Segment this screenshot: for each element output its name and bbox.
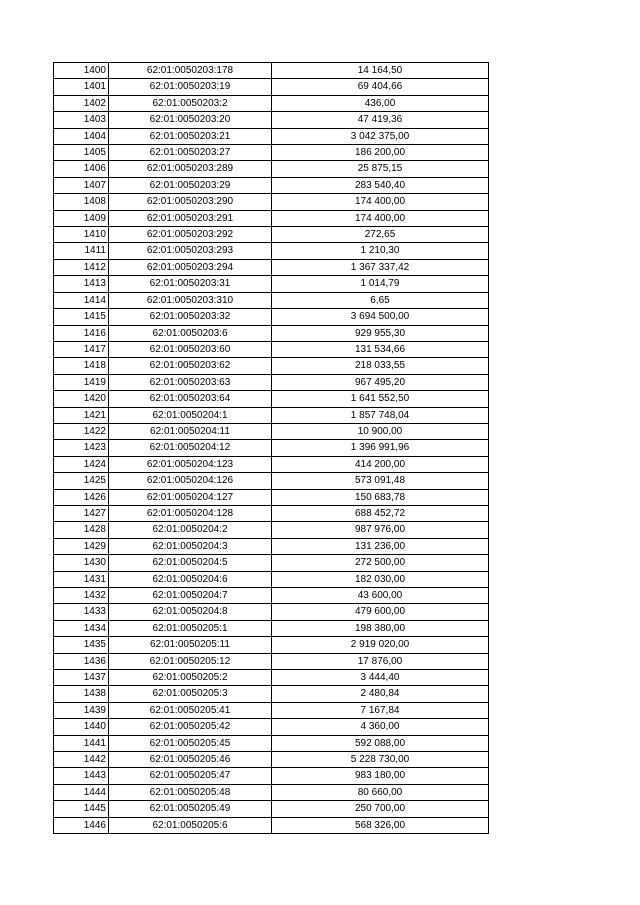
- row-number-cell: 1419: [54, 374, 109, 390]
- cadastral-number-cell: 62:01:0050203:63: [109, 374, 272, 390]
- value-cell: 568 326,00: [272, 817, 489, 833]
- table-row: [54, 194, 489, 210]
- cadastral-value-table: [53, 62, 489, 834]
- cadastral-number-cell: 62:01:0050203:6: [109, 325, 272, 341]
- table-row: [54, 555, 489, 571]
- table-row: [54, 112, 489, 128]
- row-number-cell: 1415: [54, 309, 109, 325]
- cadastral-number-cell: 62:01:0050205:47: [109, 768, 272, 784]
- cadastral-number-cell: 62:01:0050204:126: [109, 473, 272, 489]
- row-number-cell: 1418: [54, 358, 109, 374]
- cadastral-number-cell: 62:01:0050203:290: [109, 194, 272, 210]
- row-number-cell: 1400: [54, 63, 109, 79]
- table-row: [54, 752, 489, 768]
- row-number-cell: 1417: [54, 341, 109, 357]
- cadastral-number-cell: 62:01:0050203:2: [109, 95, 272, 111]
- table-row: [54, 489, 489, 505]
- row-number-cell: 1434: [54, 620, 109, 636]
- table-row: [54, 79, 489, 95]
- value-cell: 479 600,00: [272, 604, 489, 620]
- table-row: [54, 374, 489, 390]
- row-number-cell: 1426: [54, 489, 109, 505]
- value-cell: 929 955,30: [272, 325, 489, 341]
- row-number-cell: 1429: [54, 538, 109, 554]
- row-number-cell: 1442: [54, 752, 109, 768]
- cadastral-number-cell: 62:01:0050205:42: [109, 719, 272, 735]
- table-row: [54, 456, 489, 472]
- row-number-cell: 1423: [54, 440, 109, 456]
- value-cell: 7 167,84: [272, 702, 489, 718]
- row-number-cell: 1421: [54, 407, 109, 423]
- cadastral-number-cell: 62:01:0050204:6: [109, 571, 272, 587]
- cadastral-number-cell: 62:01:0050205:48: [109, 784, 272, 800]
- row-number-cell: 1437: [54, 670, 109, 686]
- row-number-cell: 1432: [54, 588, 109, 604]
- cadastral-number-cell: 62:01:0050204:127: [109, 489, 272, 505]
- value-cell: 174 400,00: [272, 194, 489, 210]
- table-row: [54, 161, 489, 177]
- table-row: [54, 358, 489, 374]
- row-number-cell: 1430: [54, 555, 109, 571]
- value-cell: 414 200,00: [272, 456, 489, 472]
- row-number-cell: 1443: [54, 768, 109, 784]
- value-cell: 4 360,00: [272, 719, 489, 735]
- value-cell: 272 500,00: [272, 555, 489, 571]
- cadastral-number-cell: 62:01:0050203:21: [109, 128, 272, 144]
- value-cell: 688 452,72: [272, 505, 489, 521]
- table-row: [54, 391, 489, 407]
- value-cell: 182 030,00: [272, 571, 489, 587]
- row-number-cell: 1420: [54, 391, 109, 407]
- row-number-cell: 1445: [54, 801, 109, 817]
- table-row: [54, 784, 489, 800]
- cadastral-number-cell: 62:01:0050204:1: [109, 407, 272, 423]
- table-row: [54, 817, 489, 833]
- cadastral-number-cell: 62:01:0050203:19: [109, 79, 272, 95]
- value-cell: 174 400,00: [272, 210, 489, 226]
- value-cell: 17 876,00: [272, 653, 489, 669]
- table-row: [54, 177, 489, 193]
- value-cell: 10 900,00: [272, 423, 489, 439]
- value-cell: 198 380,00: [272, 620, 489, 636]
- row-number-cell: 1446: [54, 817, 109, 833]
- table-row: [54, 653, 489, 669]
- cadastral-number-cell: 62:01:0050203:60: [109, 341, 272, 357]
- table-row: [54, 505, 489, 521]
- table-row: [54, 276, 489, 292]
- table-row: [54, 227, 489, 243]
- cadastral-number-cell: 62:01:0050203:289: [109, 161, 272, 177]
- table-row: [54, 522, 489, 538]
- cadastral-number-cell: 62:01:0050204:128: [109, 505, 272, 521]
- value-cell: 47 419,36: [272, 112, 489, 128]
- row-number-cell: 1411: [54, 243, 109, 259]
- value-cell: 283 540,40: [272, 177, 489, 193]
- cadastral-number-cell: 62:01:0050203:292: [109, 227, 272, 243]
- row-number-cell: 1422: [54, 423, 109, 439]
- row-number-cell: 1425: [54, 473, 109, 489]
- value-cell: 1 396 991,96: [272, 440, 489, 456]
- row-number-cell: 1436: [54, 653, 109, 669]
- table-row: [54, 128, 489, 144]
- table-row: [54, 604, 489, 620]
- value-cell: 436,00: [272, 95, 489, 111]
- cadastral-number-cell: 62:01:0050203:293: [109, 243, 272, 259]
- cadastral-number-cell: 62:01:0050204:12: [109, 440, 272, 456]
- cadastral-number-cell: 62:01:0050203:32: [109, 309, 272, 325]
- value-cell: 80 660,00: [272, 784, 489, 800]
- value-cell: 1 641 552,50: [272, 391, 489, 407]
- value-cell: 250 700,00: [272, 801, 489, 817]
- table-row: [54, 95, 489, 111]
- cadastral-number-cell: 62:01:0050205:49: [109, 801, 272, 817]
- value-cell: 131 236,00: [272, 538, 489, 554]
- row-number-cell: 1401: [54, 79, 109, 95]
- cadastral-number-cell: 62:01:0050204:5: [109, 555, 272, 571]
- table-row: [54, 309, 489, 325]
- row-number-cell: 1408: [54, 194, 109, 210]
- cadastral-number-cell: 62:01:0050204:7: [109, 588, 272, 604]
- value-cell: 150 683,78: [272, 489, 489, 505]
- table-row: [54, 538, 489, 554]
- row-number-cell: 1413: [54, 276, 109, 292]
- value-cell: 3 444,40: [272, 670, 489, 686]
- cadastral-number-cell: 62:01:0050205:41: [109, 702, 272, 718]
- table-row: [54, 292, 489, 308]
- value-cell: 983 180,00: [272, 768, 489, 784]
- cadastral-number-cell: 62:01:0050203:294: [109, 259, 272, 275]
- row-number-cell: 1416: [54, 325, 109, 341]
- cadastral-number-cell: 62:01:0050205:2: [109, 670, 272, 686]
- value-cell: 1 857 748,04: [272, 407, 489, 423]
- cadastral-number-cell: 62:01:0050203:29: [109, 177, 272, 193]
- value-cell: 573 091,48: [272, 473, 489, 489]
- row-number-cell: 1438: [54, 686, 109, 702]
- value-cell: 186 200,00: [272, 145, 489, 161]
- cadastral-number-cell: 62:01:0050205:6: [109, 817, 272, 833]
- value-cell: 218 033,55: [272, 358, 489, 374]
- table-row: [54, 243, 489, 259]
- row-number-cell: 1424: [54, 456, 109, 472]
- cadastral-number-cell: 62:01:0050205:11: [109, 637, 272, 653]
- cadastral-number-cell: 62:01:0050203:20: [109, 112, 272, 128]
- table-row: [54, 670, 489, 686]
- value-cell: 1 014,79: [272, 276, 489, 292]
- value-cell: 5 228 730,00: [272, 752, 489, 768]
- table-row: [54, 145, 489, 161]
- cadastral-number-cell: 62:01:0050205:12: [109, 653, 272, 669]
- row-number-cell: 1440: [54, 719, 109, 735]
- row-number-cell: 1435: [54, 637, 109, 653]
- cadastral-number-cell: 62:01:0050203:291: [109, 210, 272, 226]
- cadastral-number-cell: 62:01:0050204:8: [109, 604, 272, 620]
- value-cell: 14 164,50: [272, 63, 489, 79]
- row-number-cell: 1431: [54, 571, 109, 587]
- row-number-cell: 1433: [54, 604, 109, 620]
- value-cell: 1 367 337,42: [272, 259, 489, 275]
- row-number-cell: 1410: [54, 227, 109, 243]
- value-cell: 967 495,20: [272, 374, 489, 390]
- cadastral-number-cell: 62:01:0050203:31: [109, 276, 272, 292]
- row-number-cell: 1428: [54, 522, 109, 538]
- cadastral-number-cell: 62:01:0050203:27: [109, 145, 272, 161]
- row-number-cell: 1444: [54, 784, 109, 800]
- table-row: [54, 473, 489, 489]
- value-cell: 2 919 020,00: [272, 637, 489, 653]
- table-row: [54, 702, 489, 718]
- value-cell: 1 210,30: [272, 243, 489, 259]
- cadastral-number-cell: 62:01:0050203:178: [109, 63, 272, 79]
- row-number-cell: 1405: [54, 145, 109, 161]
- value-cell: 25 875,15: [272, 161, 489, 177]
- table-row: [54, 719, 489, 735]
- cadastral-number-cell: 62:01:0050203:62: [109, 358, 272, 374]
- table-row: [54, 63, 489, 79]
- value-cell: 987 976,00: [272, 522, 489, 538]
- row-number-cell: 1402: [54, 95, 109, 111]
- value-cell: 43 600,00: [272, 588, 489, 604]
- value-cell: 272,65: [272, 227, 489, 243]
- table-row: [54, 325, 489, 341]
- row-number-cell: 1407: [54, 177, 109, 193]
- row-number-cell: 1439: [54, 702, 109, 718]
- cadastral-number-cell: 62:01:0050204:3: [109, 538, 272, 554]
- cadastral-number-cell: 62:01:0050205:1: [109, 620, 272, 636]
- value-cell: 592 088,00: [272, 735, 489, 751]
- row-number-cell: 1403: [54, 112, 109, 128]
- row-number-cell: 1404: [54, 128, 109, 144]
- table-row: [54, 440, 489, 456]
- row-number-cell: 1412: [54, 259, 109, 275]
- cadastral-number-cell: 62:01:0050204:11: [109, 423, 272, 439]
- table-row: [54, 768, 489, 784]
- row-number-cell: 1406: [54, 161, 109, 177]
- value-cell: 3 694 500,00: [272, 309, 489, 325]
- row-number-cell: 1441: [54, 735, 109, 751]
- table-row: [54, 210, 489, 226]
- table-row: [54, 341, 489, 357]
- cadastral-number-cell: 62:01:0050203:64: [109, 391, 272, 407]
- value-cell: 131 534,66: [272, 341, 489, 357]
- cadastral-number-cell: 62:01:0050204:123: [109, 456, 272, 472]
- value-cell: 2 480,84: [272, 686, 489, 702]
- table-row: [54, 407, 489, 423]
- value-cell: 69 404,66: [272, 79, 489, 95]
- table-row: [54, 620, 489, 636]
- cadastral-number-cell: 62:01:0050204:2: [109, 522, 272, 538]
- value-cell: 6,65: [272, 292, 489, 308]
- table-row: [54, 571, 489, 587]
- cadastral-number-cell: 62:01:0050205:46: [109, 752, 272, 768]
- cadastral-number-cell: 62:01:0050203:310: [109, 292, 272, 308]
- table-row: [54, 588, 489, 604]
- table-row: [54, 801, 489, 817]
- table-row: [54, 735, 489, 751]
- table-row: [54, 686, 489, 702]
- row-number-cell: 1414: [54, 292, 109, 308]
- table-row: [54, 259, 489, 275]
- value-cell: 3 042 375,00: [272, 128, 489, 144]
- row-number-cell: 1427: [54, 505, 109, 521]
- table-row: [54, 637, 489, 653]
- table-row: [54, 423, 489, 439]
- table-body: [54, 63, 489, 834]
- row-number-cell: 1409: [54, 210, 109, 226]
- cadastral-number-cell: 62:01:0050205:3: [109, 686, 272, 702]
- cadastral-number-cell: 62:01:0050205:45: [109, 735, 272, 751]
